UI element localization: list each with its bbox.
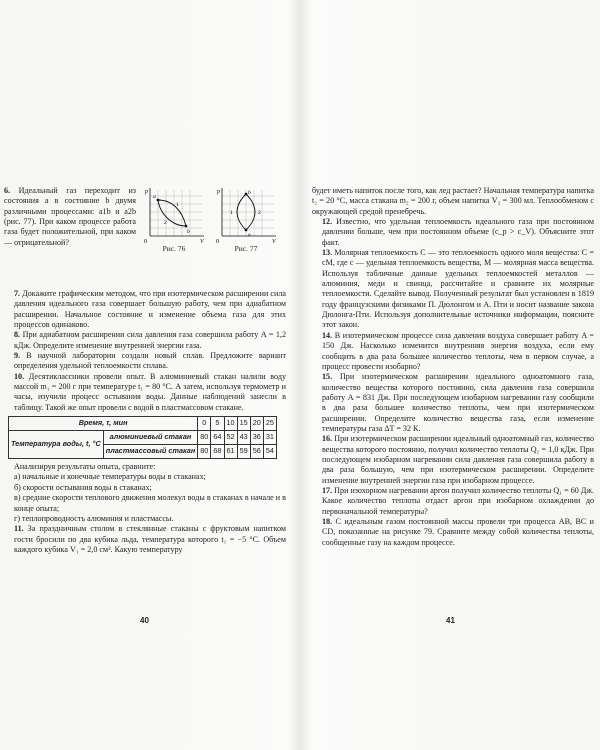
problem-number: 17. [322,485,333,495]
figure-77-caption: Рис. 77 [234,244,258,253]
problem-text: При изотермическом расширении идеальный одноатомный газ, количество вещества которого постоянно, получил количество теплоты Q₁ = 1,0 кДж. При последующем изобарном нагревании сила давления газа совершила работу в два раза большую, чем при изотермическом расширении. Определите изменение внутренней энергии газа при изобарном процессе. [322,434,594,485]
table-row [9,417,277,431]
problem-text: При изотермическом расширении идеального одноатомного газа, количество вещества которого постоянно, сила давления газа совершила работу A = 831 Дж. При последующем изобарном нагревании газу сообщили в два раза большее количество теплоты, чем при изотермическом расширении. Определите количество вещества газа, если изменение температуры газа ΔT = 32 К. [322,372,594,433]
state-b-label: b [187,229,190,235]
table-cell: 61 [224,445,237,459]
table-cell: 68 [211,445,224,459]
problem-14 [312,331,594,372]
axis-v-label: V [272,239,276,244]
problem-text: При адиабатном расширении сила давления газа совершила работу A = 1,2 кДж. Определите изменение внутренней энергии газа. [14,330,287,350]
problem-text: При изохорном нагревании аргон получил количество теплоты Q₁ = 60 Дж. Какое количество теплоты отдаст аргон при изобарном охлаждении до первоначальной температуры? [322,485,594,516]
problem-text: Известно, что удельная теплоемкость идеального газа при постоянном давлении больше, чем при постоянном объеме (c_p > c_V). Объясните этот факт. [322,217,594,247]
problem-number: 10. [14,371,25,381]
row-label: пластмассовый стакан [103,445,198,459]
problem-text: С идеальным газом постоянной массы провели три процесса AB, BC и CD, показанные на рисунке 79. Сравните между собой количества теплоты, сообщенные газу на каждом процессе. [322,517,594,547]
axis-p-label: p [145,189,148,195]
table-cell: 43 [237,431,250,445]
figure-77 [214,186,278,254]
right-page [312,186,594,548]
problem-6 [4,186,286,289]
table-cell: 80 [198,445,211,459]
list-item: г) теплопроводность алюминия и пластмассы. [14,513,174,523]
problem-number: 13. [322,248,333,258]
axis-p-label: p [217,189,220,195]
problem-11 [4,524,286,555]
table-cell: 64 [211,431,224,445]
problem-number: 18. [322,517,333,526]
problem-11-continued: будет иметь напиток после того, как лед растает? Начальная температура напитка t₂ = 20 °C, масса стакана m₂ = 200 г, объем напитка V₂ = 300 мл. Теплообменом с окружающей средой пренебречь. [312,186,594,216]
page-number: 41 [446,616,455,625]
state-a-label: a [248,232,251,238]
process-1-label: 1 [176,202,179,208]
table-cell: 10 [224,417,237,431]
problem-number: 9. [14,351,21,361]
origin-label: 0 [144,239,147,244]
problem-text: Докажите графическим методом, что при изотермическом расширении сила давления идеального газа совершает большую работу, чем при адиабатном расширении. Начальное состояние и изменение объема газа для этих процессов одинаково. [14,289,286,330]
problem-15 [312,372,594,434]
figure-76-caption: Рис. 76 [162,244,186,253]
process-1-label: 1 [230,210,233,216]
table-cell: 0 [198,417,211,431]
table-cell: 56 [250,445,263,459]
page-number: 40 [140,616,149,625]
figure-76 [142,186,206,254]
problem-10 [4,372,286,413]
problem-number: 12. [322,217,333,227]
state-a-label: a [153,194,156,200]
table-row [9,431,277,445]
table-cell: 54 [263,445,276,459]
problem-text: Молярная теплоемкость C — это теплоемкость одного моля вещества: C = cM, где c — удельная теплоемкость вещества, M — молярная масса вещества. Используя табличные данные удельных теплоемкостей металлов — алюминия, меди и свинца, рассчитайте и сравните их молярные теплоемкости. Сделайте вывод. Полученный результат был установлен в 1819 году французскими физиками П. Дюлонгом и А. Пти и носит название закона Дюлонга-Пти. Используя дополнительные источники информации, поясните этот закон. [322,248,594,330]
list-item: б) скорости остывания воды в стаканах; [14,482,152,492]
table-cell: 5 [211,417,224,431]
axis-v-label: V [200,239,204,244]
table-cell: 36 [250,431,263,445]
row-label: алюминиевый стакан [103,431,198,445]
time-header: Время, τ, мин [9,417,198,431]
problem-text: Десятиклассники провели опыт. В алюминиевый стакан налили воду массой m₁ = 200 г при температуре t₁ = 80 °C. А затем, используя термометр и часы, изучили процесс остывания воды. Данные наблюдений занесли в таблицу. Такой же опыт провели с водой в пластмассовом стакане. [14,371,286,412]
table-cell: 31 [263,431,276,445]
table-cell: 20 [250,417,263,431]
origin-label: 0 [216,239,219,244]
cooling-table [8,416,277,459]
problem-text: В научной лаборатории создали новый сплав. Предложите вариант определения удельной теплоемкости сплава. [14,351,286,371]
state-b-label: b [248,190,251,196]
problem-text: В изотермическом процессе сила давления воздуха совершает работу A = 150 Дж. Насколько изменится внутренняя энергия воздуха, если ему сообщить в два раза большее количество теплоты, чем в первом случае, а процесс провести изобарно? [322,330,594,371]
problem-number: 7. [14,289,21,298]
problem-number: 14. [322,330,333,340]
process-2-label: 2 [258,210,261,216]
problem-number: 15. [322,372,333,382]
list-item: в) средние скорости теплового движения молекул воды в стаканах в начале и в конце опыта; [14,493,286,513]
problem-18 [312,517,594,548]
problem-13 [312,248,594,331]
pv-diagram-77 [214,186,278,244]
table-cell: 52 [224,431,237,445]
problem-12 [312,217,594,248]
problem-9 [4,351,286,372]
problem-text: Идеальный газ переходит из состояния a в состояние b двумя различными процессами: a1b и a2b (рис. 77). При каком процессе работа газа будет положительной, при каком — отрицательной? [4,186,136,247]
problem-number: 6. [4,186,11,195]
pv-diagram-76 [142,186,206,244]
problem-number: 8. [14,330,21,340]
analysis-intro: Анализируя результаты опыта, сравните: [14,462,156,472]
problem-text: За праздничным столом в стеклянные стаканы с фруктовым напитком гости бросили по два кубика льда, температура которого t₁ = −5 °C. Объем каждого кубика V₁ = 2,0 см³. Какую температуру [14,524,286,554]
process-2-label: 2 [164,220,167,226]
problem-number: 11. [14,524,24,534]
table-cell: 15 [237,417,250,431]
table-cell: 25 [263,417,276,431]
problem-8 [4,330,286,351]
problem-16 [312,434,594,486]
table-cell: 80 [198,431,211,445]
list-item: а) начальные и конечные температуры воды в стаканах; [14,472,206,482]
problem-7 [4,289,286,330]
problem-number: 16. [322,434,333,444]
problem-17 [312,486,594,517]
temperature-header: Температура воды, t, °C [9,431,104,459]
left-page [4,186,286,555]
table-cell: 59 [237,445,250,459]
